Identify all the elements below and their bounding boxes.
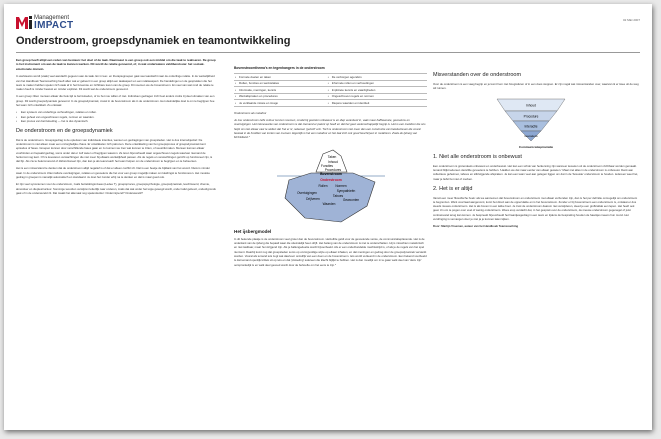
table-cell: • De verborgen agenda's	[327, 74, 427, 80]
section-heading: Het ijsbergmodel	[234, 228, 272, 234]
section-heading: Misverstanden over de onderstroom	[433, 72, 522, 78]
table-cell: • Informele rollen en verhoudingen	[327, 80, 427, 86]
iceberg-label: Gewoonten	[342, 197, 359, 202]
article-page	[4, 4, 652, 430]
column-left	[16, 58, 216, 198]
paragraph: In een groep zitten mensen elkaar die hele tijd te beïnvloeden, of ze het nou willen of niet. Individuen gedragen zich heel anders zodra zij deel uitmaken van een groep. Dit wordt groepsdynamiek genoemd. In de groepsdynamiek, zowel in de bovenstroom als in de onderstroom. Het uiteindelijke doel is om te begrijpen hoe het team zich ontwikkelt. Zo ontstaat:	[16, 94, 215, 107]
pyramid-label: Interactie	[524, 124, 538, 129]
paragraph: Over de onderstroom is een vaag begrip en je komt hem niet fotograferen of in een doos stoppen. Er zijn nogal wat misverstanden over, waarvan ik er twee uit de weg wil ruimen.	[433, 81, 639, 90]
logo-line1: Management	[34, 15, 70, 21]
iceberg-underwater-label: Onderstroom	[319, 177, 342, 182]
iceberg-label: Sympathieën	[336, 188, 355, 193]
list-item: • Een proces van beïnvloeding — het is dus dynamisch.	[16, 119, 216, 123]
iceberg-waterline-label: Bovenstroom	[319, 171, 342, 176]
list-item: • Een systeem van onderlinge verhoudingen, relaties en rollen.	[16, 110, 216, 114]
table-cell: • Je verklaarde missie en imago	[234, 100, 327, 106]
diagram-caption: Communicatiepiramide	[518, 145, 554, 150]
section-heading: 2. Het is er altijd	[433, 186, 473, 193]
subheading: Onderstroom als metafoor	[234, 110, 267, 115]
bullet-list	[16, 110, 216, 123]
pyramid-label: Inhoud	[526, 103, 536, 108]
paragraph: Een onderstroom is grotendeels onbewust en onderbewust. Het kan een schok van herkenning zijn wanneer leveelen uit de onderstroom zichtbaar worden gemaakt. Iemand blijkt iedereen dezelfde gevoelens te hebben. 'Hadden we dat maar eerder van elkaar geweten.' Maar niet alles in de onderstroom is onbewust. Denk aan collectieve geheimen, taboes en stilzwijgende afspraken. Je kan een team veel aan gelegen liggen om dat in de 'bewuste' onderstroom te houden. Iedereen weet het, maar je liefst het niet of merken.	[433, 163, 639, 181]
lead-paragraph: Een groep heeft altijd een reden van bestaan: het doel of de taak. Daarnaast is een groep ook een middel om die taak te realiseren. De groep is het instrument om aan de taak te kunnen werken. Dit wordt de relatie genoemd, of, in wat onderwatere valdiberetouw: het sociaal-emotionele domein.	[16, 58, 216, 71]
table-cell: • Impliciete kennis en vaardigheden	[327, 87, 427, 93]
paragraph: Vanuit een meer filosofische hoek: als we aannemen dat bovenstroom en onderstroom met elkaar verbonden zijn, dan is het per definitie onmogelijk om onderstroom te begrenzen. Want voorzaad aangenomt, komt het direct aan de oppervlakte en is het bovenstroom. Zonder er bij bovenstroom een onderstroom is, ontstaat er dus steeds nieuwe onderstroom. Het is als boven in een lekke boot. Je trust de onderstroom daarom niet verwijderen, sleed je een grofkrabak een lepen. Het heeft ook geen zin om te pogen over veel of weinig onderstroom. Wees erop verdacht dat, in het gesprek over de onderstroom, de nieuwe onderstroom gegenegel of juist contramestel terug kan komen. Je bespreekt bijvoorbeeld het haantjesgedrag in een team en tijdens de bespreking houden de haantjes ineens hun mond. Het verdringing is vervangen door je niet ja je kunnen laten kijken.	[433, 195, 638, 222]
paragraph: In werkteams wordt (vaak) veel aandacht gegeven aan de taak. En in leer- en therapiegroepen gaat veel aandacht naar de onderlinge relatie. In de werkelijkheid van het Handboek Teamcoaching heeft allen wat er gebeurt in een groep altijd een taakaspect en een relatieaspect. De handelingen en de gesprekken die het team te maken hebben spelen zich vaak af in het bovenste en zichtbare leven van de groep. Dit noemen we de bovenstroom. En veel van wat rond de relatie te maken heeft is minder bewust en minder expliciet. Dit wordt wel de onderstroom genoemd.	[16, 74, 215, 92]
iceberg-label: Procedures	[324, 167, 341, 172]
table-cell: • Werkafspraken en procedures	[234, 93, 327, 99]
page-date: 02 MEI 2007	[622, 18, 640, 22]
iceberg-label: Normen	[334, 183, 347, 188]
column-middle	[234, 58, 427, 270]
logo-line2: IMPACT	[34, 20, 74, 31]
table-cell: • Informatie, meningen, kennis	[234, 87, 327, 93]
iceberg-illustration	[271, 146, 391, 226]
table-cell: • Ongeschreven regels en normen	[327, 93, 427, 99]
section-heading: De onderstroom en de groepsdynamiek	[16, 128, 113, 135]
paragraph: Dat is de onderstroom. Groepsgedrag is de optelsom van individuele intenties, wensen en gedragingen van groepsleden. Het is dus intersubjectief. De onderstroom is niet alleen maar een onzorgbelijke chaos. Er ontwikkelen zich patronen. Deze ontwikkeling van het groepsproces of groepsdynamiek kent episodes of fases. Groepen kunnen door verschillende fases gaan en zo kunnen we zien wat kunnen te zitten, of veestrikt raken. Mensen kunnen elkaar voorbinden en bepaald gedrag, soms onder dat er zelf weten of begrijpen waarom. Ze leren bijvoorbeeld waar ongeschreven regels waarvan niemand de herkomst nog kent. Of ze koesteren verwachtingen die niet meer bij elkaars werkelijkheid passen. Als de regels en verwachtingen gericht op functioneel zijn, is dat fijn. Als zie te belemmerend of disfunctioneel zijn, dan kan je als teamcoach het team helpen om de onderstroom te begrijpen en te beheersen.	[16, 137, 213, 164]
iceberg-label: Waarden	[322, 201, 335, 206]
box-title: Bovenstroomthema's en tegenhangers in de onderstroom	[234, 66, 325, 70]
iceberg-label: Functies	[320, 163, 333, 168]
author-credit: Door: Martijn Vroemen, auteur van het Handboek Teamcoaching	[433, 224, 519, 229]
paragraph: Je zou onderstroom zelfs cultuur kunnen noemen, omdat bij gesloten onbewust is en diep verankerd in, vaak maar halfbewuste, gevoelens en overtuigingen. Het interessante van onderstroom is dat niemand er patent op heeft en dat het geen wetenschappelijk begrip is. Het is een metafoor die ons helpt om niet elkaar vast te stellen dat 'het er is', iedereen 'gelooft' erin. Toch is onderstroom niet meer dan een constructie van betekenissen die vooral bestaat in de hoofden van korten van mensen. Eigenlijk is het een metafoor en het laat zich ook goed beschrijven in metaforen. Zoals de ijsberg van McClelland.*	[234, 118, 426, 140]
page-title: Onderstroom, groepsdynamiek en teamontwikkeling	[16, 35, 291, 47]
iceberg-label: Rollen	[317, 183, 328, 188]
mi-logo-icon	[16, 15, 32, 29]
pyramid-label: Procedure	[523, 114, 539, 119]
iceberg-label: Overtuigingen	[296, 190, 317, 195]
paragraph: Het is een misverstand te denken dat de onderstroom altijd negatief is of dat er alleen conflict zit. Dat is een beetje de bijklank van het woord. Niets is minder waar. In de onderstroom zitten talloze overtuigingen, relaties en gevoelens die het voor een groep mogelijk maken om kleidingst te functioneren. Het mooiste gedrag in groepen is namelijk automatisch en standaard. Je doet het zonder erbij na te denken en dat is maar goed ook.	[16, 166, 210, 180]
iceberg-label: Taken	[327, 154, 336, 159]
paragraph: In dit bekende plaatje is de onderstroom veel groter dan de bovenstroom. Hetzelfde geldt voor de gevoelende versie, de communicatieplanende. Het is de onderkant van de ijsberg die bepaalt waar die uiteindelijk heen drijft. Het belang van de onderstroom is niet te onderschatten. Hij is misschien metaforisch en niet tastbaar, maar hun krijgend zijn. Als je ballengedeelte wordt bijvoorbeeld. Als er een onderhandelde machtsstrijd is, of als je de regels van het spel niet kent. Daarbij komt nog dat groepsleden soms op onzorgvuldige wijze op elkaar inhaken, en dat meningen en gedrag door de groepsdynamiek versterkt worden. Vooral als iemand iets zegt wat daarvoor onzeifijk van een doen en de bovenstroom. Iets wordt verkeerd in de onderstroom. Een bekend voorbeeld is dat iemand openlijk kritiek uit op iets en dat 'plotseling' iedereen die klacht bijlijkt te hebben. Het is dan moeilijk om in te gaan welk deel van 'deze zijn' oorspronkelijk is en welk deel gevoed wordt door de behoefte om het eens te zijn.*	[234, 236, 427, 267]
table-cell: • Formele doelen en taken	[234, 74, 327, 80]
section-heading: 1. Niet alle onderstroom is onbewust	[433, 154, 522, 161]
pyramid-label: Gevoelens	[524, 134, 538, 139]
comparison-table	[234, 73, 427, 106]
title-divider	[16, 52, 640, 53]
iceberg-label: Inhoud	[327, 159, 338, 164]
table-cell: • Diepere waarden en identiteit	[327, 100, 427, 106]
table-row	[234, 100, 427, 106]
communication-pyramid-diagram	[437, 93, 633, 143]
iceberg-label: Drijfveren	[305, 196, 320, 201]
list-item: • Een geheel van ongeschreven regels, normen en waarden.	[16, 115, 216, 119]
iceberg-label: Taboes	[332, 193, 343, 198]
paragraph: Er zijn veel synoniemen voor de onderstroom, zoals betrekkingsniveau (Ledee T), groepsproces, groepspsychologie, groepsdynamiek, leuchtwoord, chemie, atmosfeer en dieptestructuur. Sommige woorden verwijzen letterlijk naar onderen, zoals dat wat onder het topje gewogd wordt, onder tafel gebeurt, onderdgronds gaat of in de onderwereld zit. Dat maakt het allemaal nog spelenderder: Ondermijnend? Onderwereld?	[16, 182, 216, 195]
table-cell: • Rollen, functies en werkrelaties	[234, 80, 327, 86]
column-right	[433, 58, 639, 232]
